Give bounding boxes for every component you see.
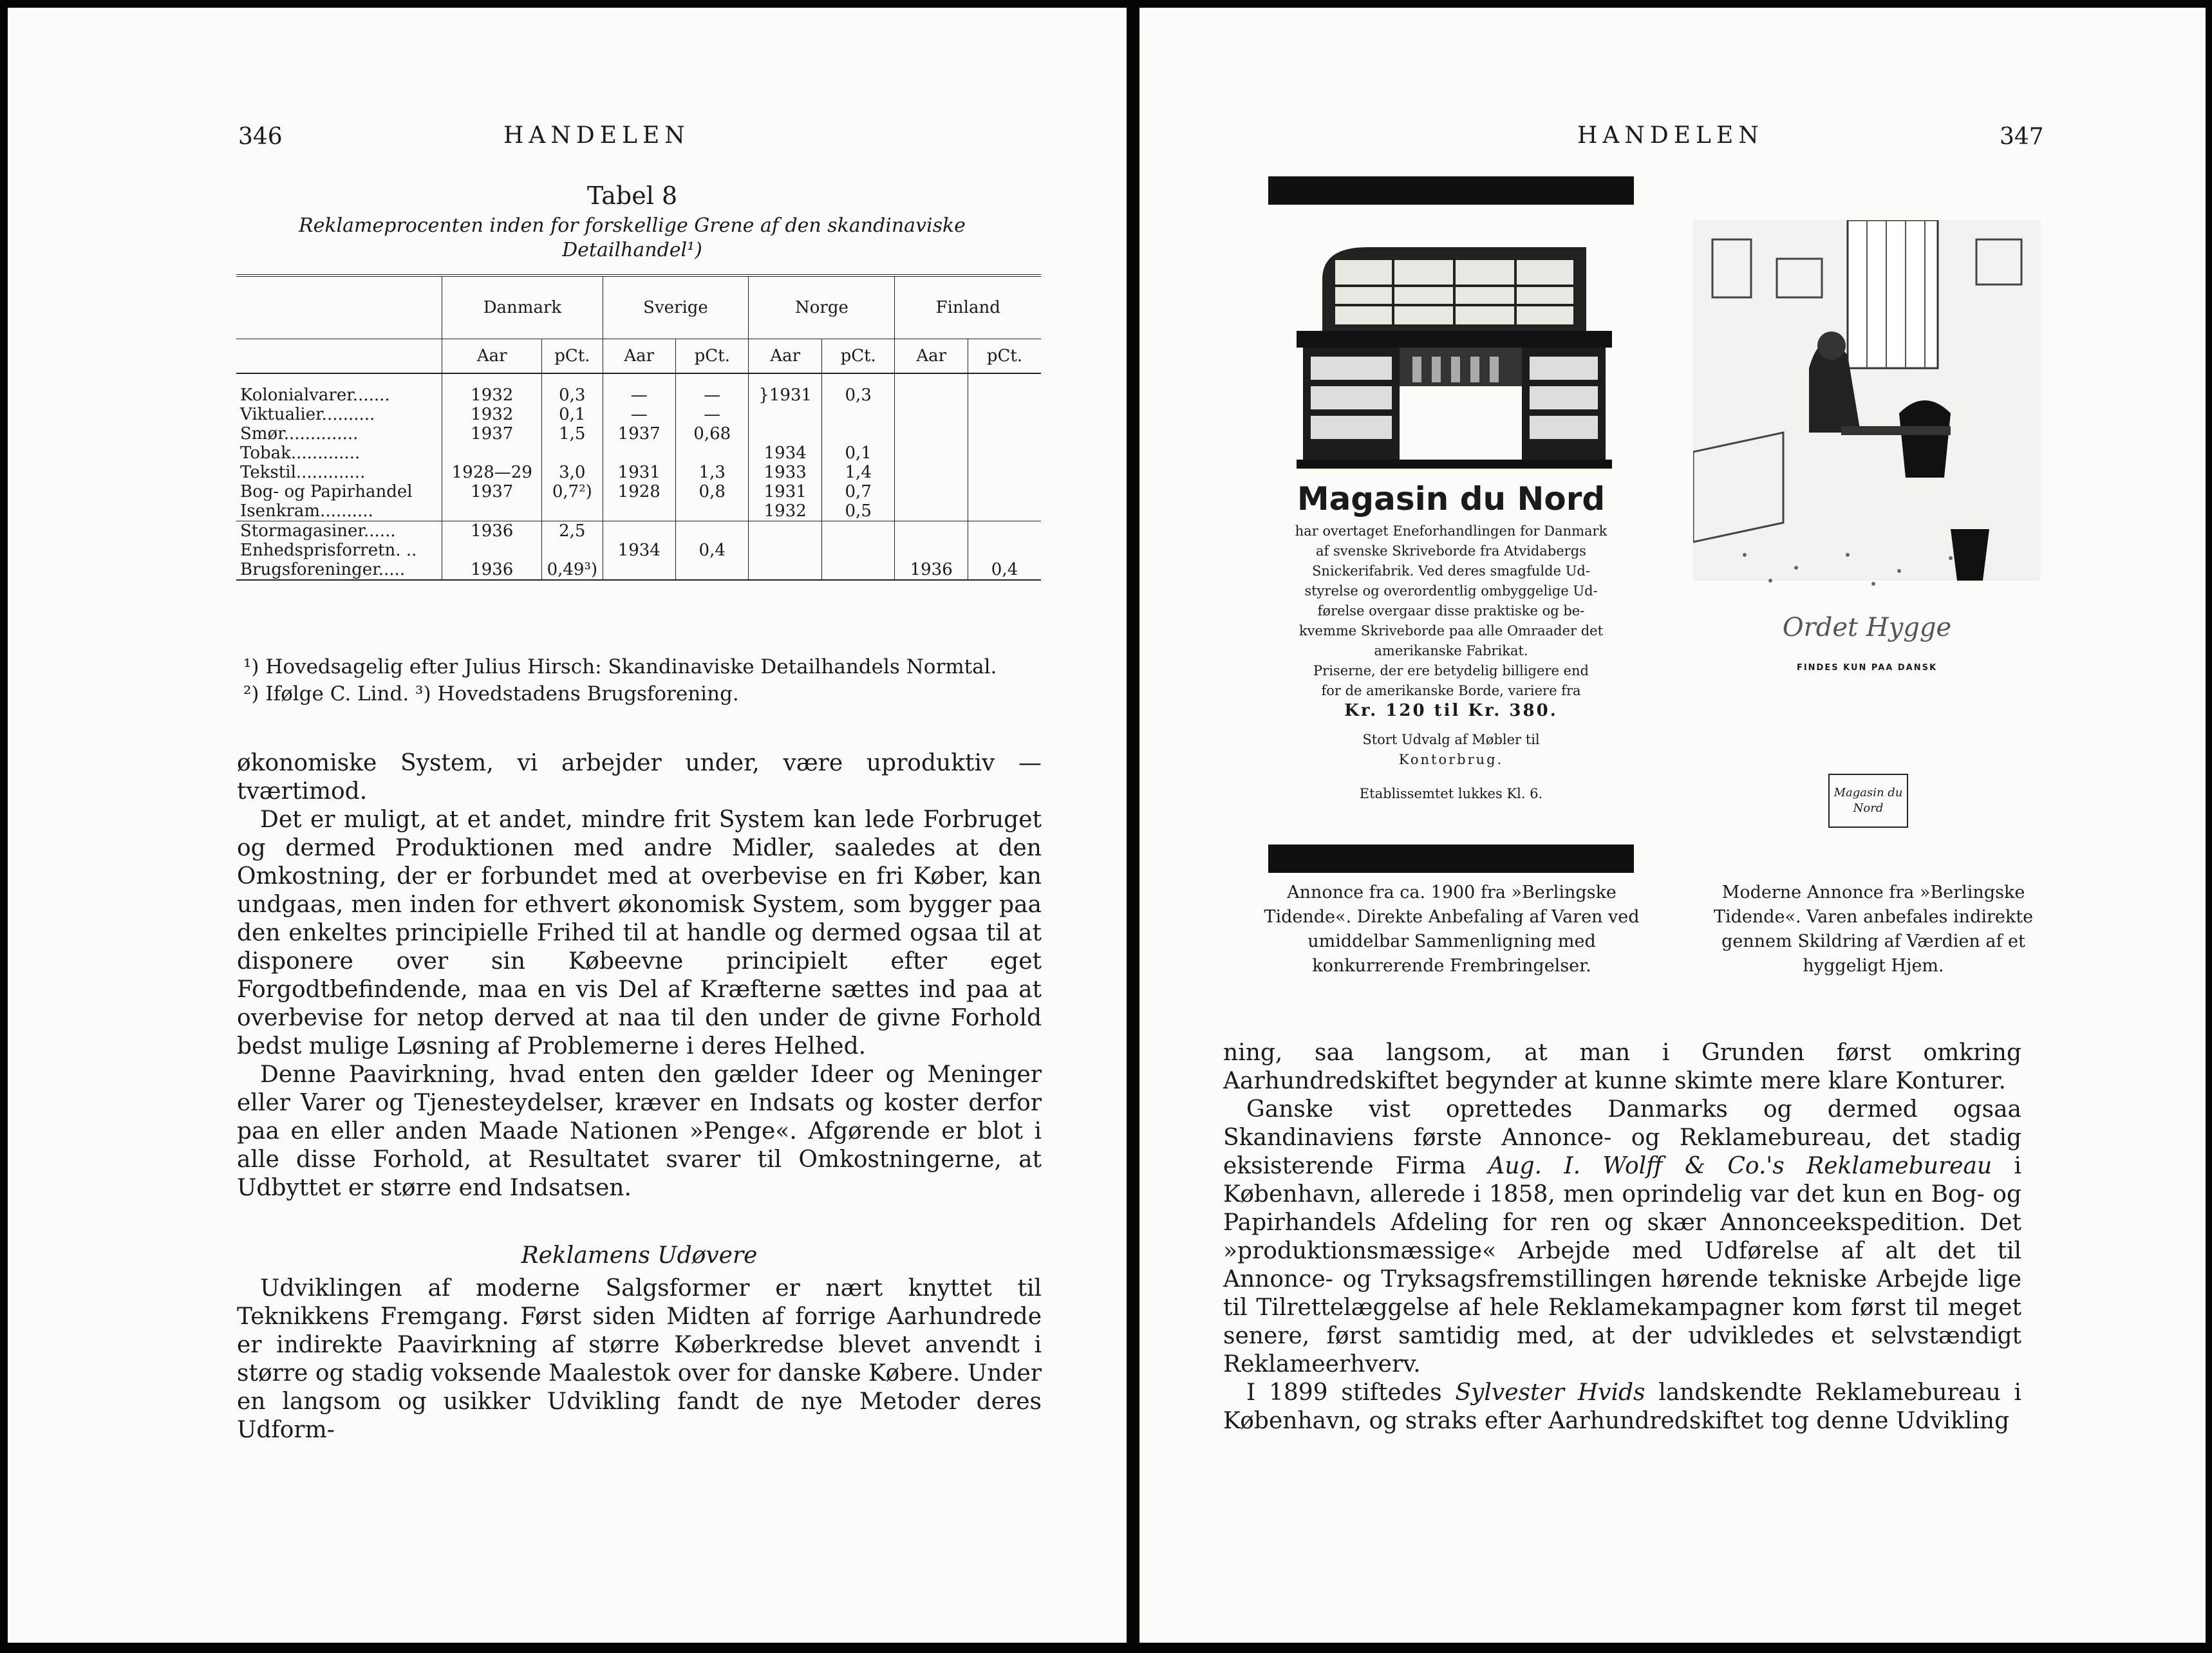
ad-line: Priserne, der ere betydelig billigere end — [1313, 663, 1589, 678]
table-cell — [968, 463, 1041, 482]
table-cell: 1,5 — [542, 424, 603, 444]
table-cell — [968, 424, 1041, 444]
col-finland: Finland — [895, 276, 1041, 339]
col-sverige: Sverige — [603, 276, 749, 339]
table-cell — [968, 405, 1041, 424]
table-cell: 0,5 — [821, 501, 894, 521]
table-subtitle: Reklameprocenten inden for forskellige Grene af den skandinaviske Detailhandel¹) — [299, 214, 966, 261]
table-row — [236, 560, 1041, 580]
text-run-italic: Sylvester Hvids — [1455, 1379, 1645, 1406]
table-cell — [895, 463, 968, 482]
ad-closing: Etablissemtet lukkes Kl. 6. — [1359, 786, 1543, 801]
modern-ad-illustration — [1693, 220, 2041, 613]
table-cell — [749, 405, 821, 424]
subheader: pCt. — [968, 339, 1041, 374]
table-cell — [542, 501, 603, 521]
table-cell — [895, 501, 968, 521]
paragraph: Udviklingen af moderne Salgsformer er nært knyttet til Teknikkens Fremgang. Først siden Midten af forrige Aarhundrede er indirekte Paavirkning af større Køberkredse blevet anvendt i større og stadig voksende Maalestok over for danske Købere. Under en langsom og usikker Udvikling fandt de nye Metoder deres Udform- — [237, 1275, 1042, 1443]
table-body — [236, 373, 1041, 580]
table-cell — [749, 560, 821, 580]
magasin-logo: Magasin du Nord — [1828, 774, 1908, 828]
table-cell: 0,1 — [821, 444, 894, 463]
table-cell: 2,5 — [542, 521, 603, 541]
table-cell — [821, 521, 894, 541]
subheader: pCt. — [675, 339, 748, 374]
ad-brand-name: Magasin du Nord — [1297, 480, 1606, 518]
table-cell: 0,49³) — [542, 560, 603, 580]
col-norge: Norge — [749, 276, 895, 339]
ad-line: Kontorbrug. — [1398, 752, 1504, 767]
table-cell — [603, 444, 675, 463]
ad-line: af svenske Skriveborde fra Atvidabergs — [1316, 543, 1586, 559]
table-cell — [968, 373, 1041, 405]
table-row — [236, 521, 1041, 541]
table-cell — [895, 541, 968, 560]
table-cell: 1928—29 — [442, 463, 542, 482]
table-row — [236, 482, 1041, 501]
table-cell: 1934 — [749, 444, 821, 463]
table-cell — [542, 541, 603, 560]
paragraph: ning, saa langsom, at man i Grunden først omkring Aarhundredskiftet begynder at kunne skimte mere klare Konturer. — [1223, 1040, 2021, 1094]
table-cell — [603, 521, 675, 541]
row-label: Isenkram.......... — [240, 501, 373, 521]
ad-line: Snickerifabrik. Ved deres smagfulde Ud- — [1312, 563, 1590, 579]
table-cell: 1,4 — [821, 463, 894, 482]
table-cell: 1931 — [603, 463, 675, 482]
table-row — [236, 424, 1041, 444]
table-cell: — — [675, 405, 748, 424]
subheader: pCt. — [542, 339, 603, 374]
table-footnote-1: ¹) Hovedsagelig efter Julius Hirsch: Skandinaviske Detailhandels Normtal. — [243, 655, 997, 678]
paragraph — [1223, 1379, 2021, 1435]
table-cell: 0,3 — [542, 373, 603, 405]
row-label: Viktualier.......... — [240, 405, 375, 424]
col-danmark: Danmark — [442, 276, 603, 339]
left-body-lower — [237, 1275, 1042, 1444]
table-row — [236, 463, 1041, 482]
table-cell — [675, 501, 748, 521]
table-row — [236, 501, 1041, 521]
table-cell: 1932 — [749, 501, 821, 521]
ad-line: styrelse og overordentlig ombyggelige Ud- — [1304, 583, 1598, 599]
roll-top-desk-illustration — [1284, 234, 1618, 472]
table-cell: 1937 — [603, 424, 675, 444]
section-title: Reklamens Udøvere — [521, 1242, 758, 1269]
table-cell: 0,68 — [675, 424, 748, 444]
table-cell — [968, 541, 1041, 560]
table-cell — [675, 444, 748, 463]
table-cell: 1936 — [442, 521, 542, 541]
text-run-italic: Aug. I. Wolff & Co.'s Reklamebureau — [1488, 1153, 1992, 1179]
table-cell: 1,3 — [675, 463, 748, 482]
table-cell: 0,8 — [675, 482, 748, 501]
paragraph — [1223, 1096, 2021, 1379]
table-cell — [749, 521, 821, 541]
table-cell: 0,3 — [821, 373, 894, 405]
ad-script-caption: Ordet Hygge — [1782, 613, 1952, 642]
caption-right: Moderne Annonce fra »Berlingske Tidende«. Varen anbefales indirekte gennem Skildring af Værdien af et hyggeligt Hjem. — [1713, 883, 2034, 976]
ad-top-bar — [1268, 176, 1634, 205]
table-cell — [968, 444, 1041, 463]
row-label: Enhedsprisforretn. .. — [240, 541, 417, 560]
row-label: Tekstil............. — [240, 463, 366, 482]
row-label: Stormagasiner...... — [236, 521, 442, 541]
table-cell — [442, 541, 542, 560]
row-label: Bog- og Papirhandel — [240, 482, 413, 501]
table-cell — [821, 405, 894, 424]
advertising-percentage-table — [236, 274, 1041, 581]
table-row — [236, 405, 1041, 424]
table-cell — [442, 444, 542, 463]
paragraph: økonomiske System, vi arbejder under, være uproduktiv — tværtimod. — [237, 750, 1042, 805]
running-head-right: HANDELEN — [1577, 122, 1764, 149]
table-cell: 1937 — [442, 482, 542, 501]
table-cell — [442, 501, 542, 521]
page-number-right: 347 — [2000, 124, 2044, 150]
ad-line: kvemme Skriveborde paa alle Omraader det — [1298, 623, 1604, 639]
table-cell: 0,4 — [968, 560, 1041, 580]
table-cell: 1931 — [749, 482, 821, 501]
caption-left: Annonce fra ca. 1900 fra »Berlingske Tidende«. Direkte Anbefaling af Varen ved umiddelbar Sammenligning med konkurrerende Frembringelser. — [1264, 883, 1640, 976]
table-cell — [895, 373, 968, 405]
table-cell: }1931 — [749, 373, 821, 405]
text-run: i København, allerede i 1858, men oprindelig var det kun en Bog- og Papirhandels Afdeling for ren og skær Annonceekspedition. Det »produktionsmæssige« Arbejde med Udførelse af alt det til Annonce- og Tryksagsfremstillingen hørende tekniske Arbejde lige til Tilrettelæggelse af hele Reklamekampagner kom først til meget senere, først samtidig med, at der udvikledes et selvstændigt Reklameerhverv. — [1223, 1153, 2021, 1378]
table-cell — [603, 560, 675, 580]
running-head-left: HANDELEN — [503, 122, 690, 149]
ad-bottom-bar — [1268, 845, 1634, 873]
subheader: Aar — [895, 339, 968, 374]
table-cell — [749, 424, 821, 444]
table-cell: 1932 — [442, 405, 542, 424]
table-cell — [895, 405, 968, 424]
table-cell: 1936 — [895, 560, 968, 580]
table-cell: 0,4 — [675, 541, 748, 560]
table-cell — [968, 501, 1041, 521]
ad-body-text — [1271, 521, 1631, 804]
table-cell: 1932 — [442, 373, 542, 405]
table-cell — [821, 541, 894, 560]
table-cell — [749, 541, 821, 560]
table-cell — [603, 501, 675, 521]
table-cell: 0,7²) — [542, 482, 603, 501]
table-cell — [895, 424, 968, 444]
table-cell — [675, 560, 748, 580]
table-cell: 1936 — [442, 560, 542, 580]
table-cell — [895, 444, 968, 463]
ad-line: førelse overgaar disse praktiske og be- — [1317, 603, 1585, 619]
subheader: Aar — [749, 339, 821, 374]
table-cell: 1934 — [603, 541, 675, 560]
table-row — [236, 444, 1041, 463]
ad-line: Stort Udvalg af Møbler til — [1362, 732, 1540, 747]
table-cell — [895, 521, 968, 541]
ad-line: amerikanske Fabrikat. — [1374, 643, 1528, 658]
table-cell — [968, 482, 1041, 501]
left-page — [8, 8, 1127, 1643]
table-title: Tabel 8 — [586, 182, 678, 210]
table-cell — [895, 482, 968, 501]
text-run: Ganske vist oprettedes Danmarks og dermed ogsaa Skandinaviens første Annonce- og Reklamebureau, det stadig eksisterende Firma — [1223, 1096, 2021, 1179]
row-label: Kolonialvarer....... — [240, 386, 390, 405]
table-cell: 1928 — [603, 482, 675, 501]
table-cell: 0,1 — [542, 405, 603, 424]
text-run: landskendte Reklamebureau i København, og straks efter Aarhundredskiftet tog denne Udvikling — [1223, 1379, 2021, 1434]
ad-price: Kr. 120 til Kr. 380. — [1344, 701, 1558, 720]
ad-line: har overtaget Eneforhandlingen for Danmark — [1295, 523, 1607, 539]
ad-tagline: FINDES KUN PAA DANSK — [1796, 663, 1938, 673]
left-body-upper — [237, 749, 1042, 1202]
ad-line: for de amerikanske Borde, variere fra — [1321, 683, 1581, 698]
subheader: pCt. — [821, 339, 894, 374]
table-row — [236, 373, 1041, 405]
table-footnote-2: ²) Ifølge C. Lind. ³) Hovedstadens Brugsforening. — [243, 682, 739, 705]
table-cell: 0,7 — [821, 482, 894, 501]
table-cell — [542, 444, 603, 463]
table-row — [236, 541, 1041, 560]
table-cell — [675, 521, 748, 541]
table-cell — [968, 521, 1041, 541]
row-label: Tobak............. — [240, 444, 361, 463]
subheader: Aar — [442, 339, 542, 374]
paragraph: Det er muligt, at et andet, mindre frit System kan lede Forbruget og dermed Produktionen med andre Midler, saaledes at den Omkostning, der er forbundet med at overbevise en fri Køber, kan undgaas, men inden for ethvert økonomisk System, som bygger paa den enkeltes principielle Frihed til at handle og dermed ogsaa til at disponere over sin Købeevne principielt efter eget Forgodtbefindende, maa en vis Del af Kræfterne sættes ind paa at overbevise for netop derved at naa til den under de givne Forhold bedst mulige Løsning af Problemerne i deres Helhed. — [237, 807, 1042, 1060]
table-cell: 1937 — [442, 424, 542, 444]
row-label: Brugsforeninger..... — [240, 560, 406, 579]
page-number-left: 346 — [238, 124, 283, 150]
row-label: Smør.............. — [240, 424, 359, 444]
table-cell: — — [603, 405, 675, 424]
table-cell: 1933 — [749, 463, 821, 482]
subheader: Aar — [603, 339, 675, 374]
old-advertisement — [1268, 176, 1634, 873]
table-cell: — — [675, 373, 748, 405]
text-run: I 1899 stiftedes — [1246, 1379, 1456, 1406]
table-cell — [821, 560, 894, 580]
table-cell — [821, 424, 894, 444]
right-page — [1139, 8, 2206, 1643]
table-cell: — — [603, 373, 675, 405]
table-cell: 3,0 — [542, 463, 603, 482]
paragraph: Denne Paavirkning, hvad enten den gælder Ideer og Meninger eller Varer og Tjenesteydelser, kræver en Indsats og koster derfor paa en eller anden Maade Nationen »Penge«. Afgørende er blot i alle disse Forhold, at Resultatet svarer til Omkostningerne, at Udbyttet er større end Indsatsen. — [237, 1061, 1042, 1201]
right-body — [1223, 1039, 2021, 1435]
